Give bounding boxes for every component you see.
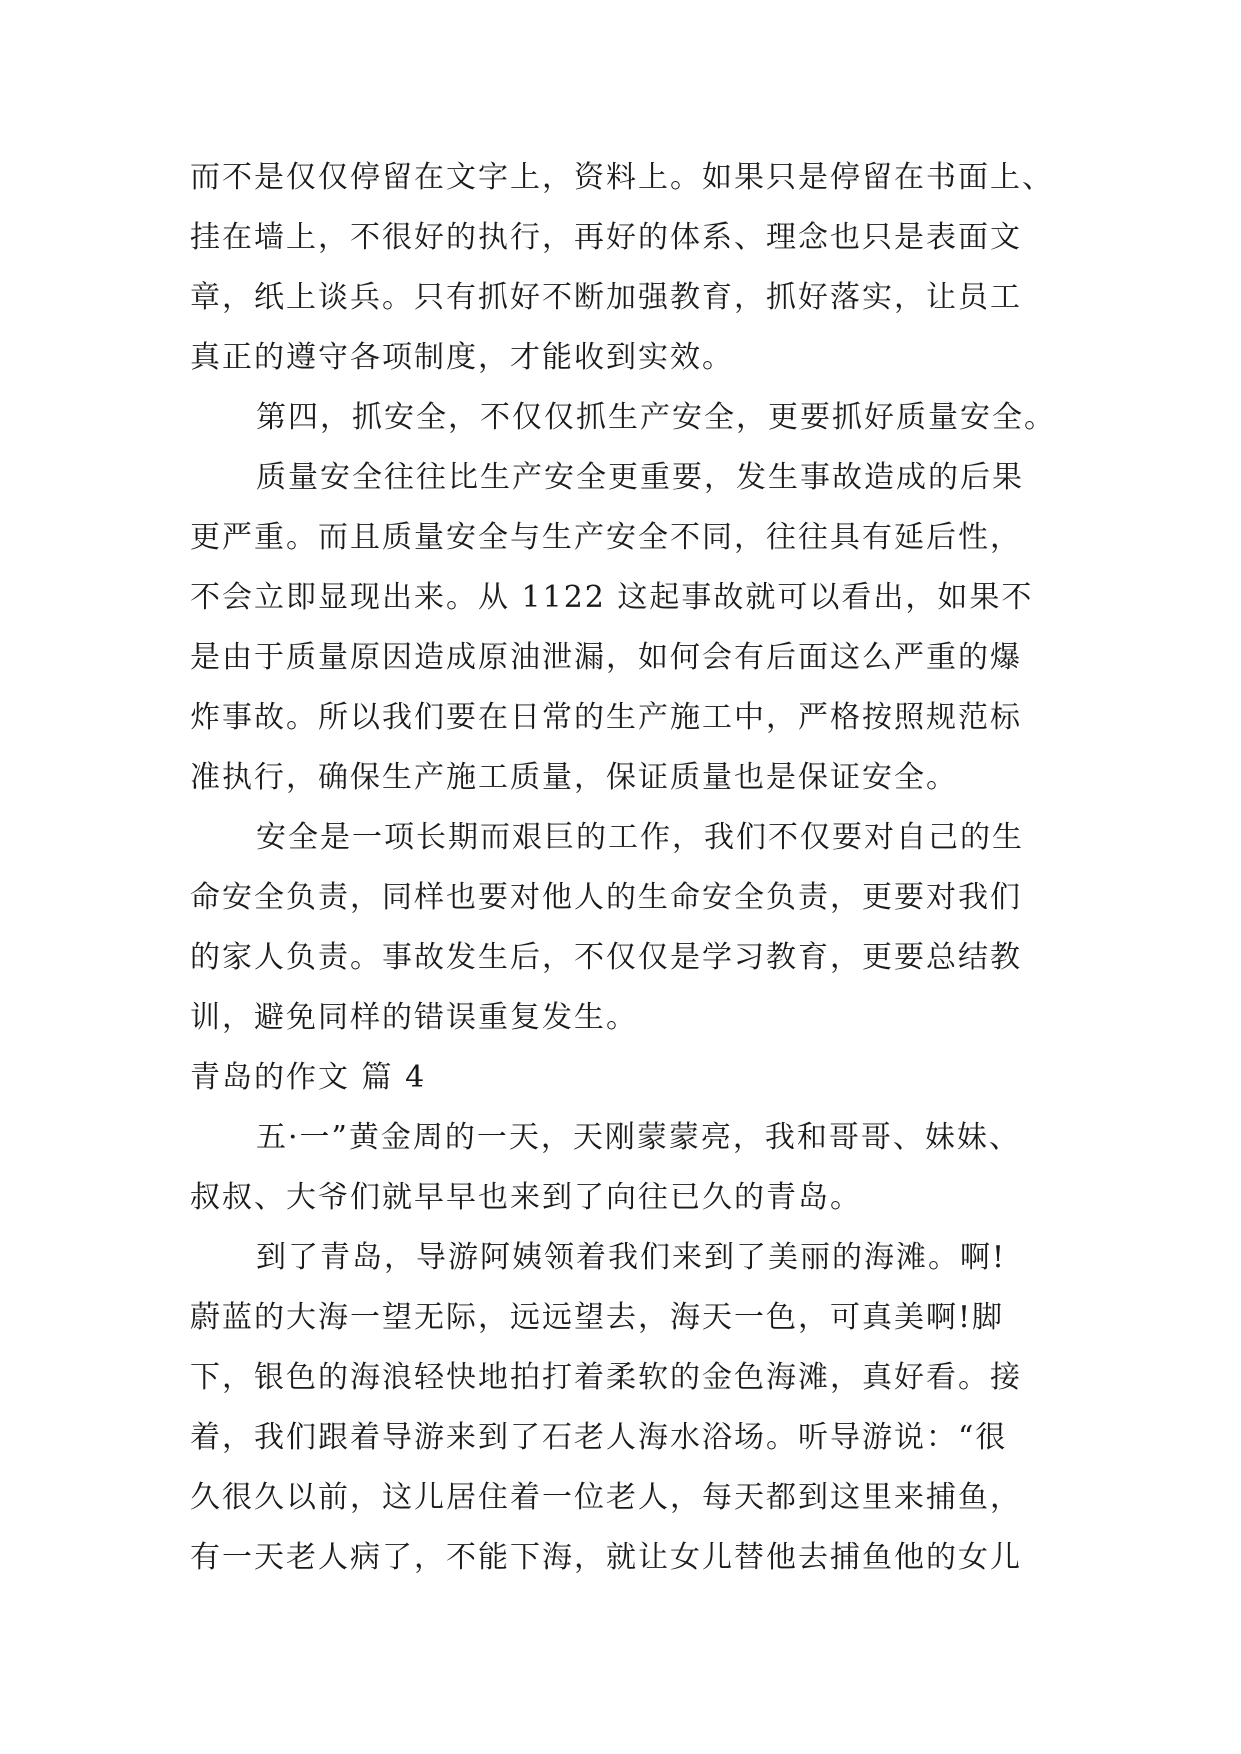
text-line: 叔叔、大爷们就早早也来到了向往已久的青岛。 [190,1180,862,1215]
text-line: 准执行，确保生产施工质量，保证质量也是保证安全。 [190,760,958,795]
section-heading: 青岛的作文 篇 4 [190,1060,427,1095]
document-body [190,148,1060,1588]
text-line: 是由于质量原因造成原油泄漏，如何会有后面这么严重的爆 [190,640,1022,675]
text-line: 命安全负责，同样也要对他人的生命安全负责，更要对我们 [190,880,1022,915]
text-line: 不会立即显现出来。从 1122 这起事故就可以看出，如果不 [190,580,1034,615]
text-line: 挂在墙上，不很好的执行，再好的体系、理念也只是表面文 [190,220,1022,255]
text-line: 炸事故。所以我们要在日常的生产施工中，严格按照规范标 [190,700,1022,735]
paragraph-first-line: 质量安全往往比生产安全更重要，发生事故造成的后果 [256,460,1024,495]
paragraph-first-line: 到了青岛，导游阿姨领着我们来到了美丽的海滩。啊! [256,1240,1007,1275]
text-line: 真正的遵守各项制度，才能收到实效。 [190,340,734,375]
text-line: 更严重。而且质量安全与生产安全不同，往往具有延后性， [190,520,1022,555]
text-line: 章，纸上谈兵。只有抓好不断加强教育，抓好落实，让员工 [190,280,1022,315]
text-line: 训，避免同样的错误重复发生。 [190,1000,638,1035]
text-line: 而不是仅仅停留在文字上，资料上。如果只是停留在书面上、 [190,160,1054,195]
text-line: 的家人负责。事故发生后，不仅仅是学习教育，更要总结教 [190,940,1022,975]
text-line: 有一天老人病了，不能下海，就让女儿替他去捕鱼他的女儿 [190,1540,1022,1575]
text-line: 下，银色的海浪轻快地拍打着柔软的金色海滩，真好看。接 [190,1360,1022,1395]
paragraph-first-line: 安全是一项长期而艰巨的工作，我们不仅要对自己的生 [256,820,1024,855]
text-line: 蔚蓝的大海一望无际，远远望去，海天一色，可真美啊!脚 [190,1300,1005,1335]
paragraph-first-line: 五·一”黄金周的一天，天刚蒙蒙亮，我和哥哥、妹妹、 [256,1120,1021,1155]
text-line: 着，我们跟着导游来到了石老人海水浴场。听导游说：“很 [190,1420,1008,1455]
text-line: 久很久以前，这儿居住着一位老人，每天都到这里来捕鱼， [190,1480,1022,1515]
paragraph-first-line: 第四，抓安全，不仅仅抓生产安全，更要抓好质量安全。 [256,400,1056,435]
